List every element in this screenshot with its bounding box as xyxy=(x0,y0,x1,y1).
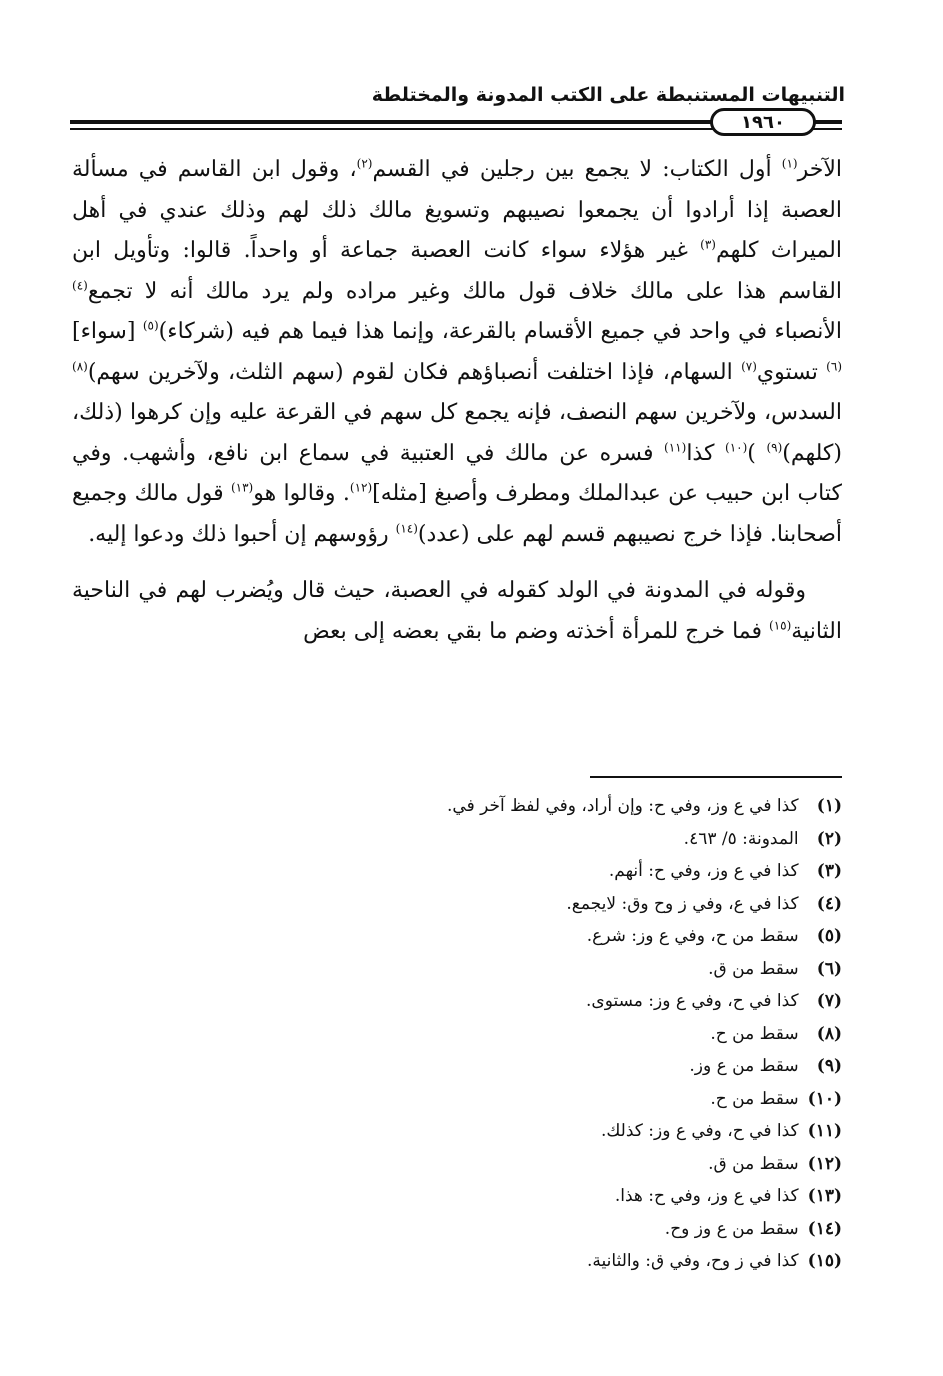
footnote-item xyxy=(242,1245,842,1278)
paragraph xyxy=(72,150,842,555)
footnote-marker: (٥) xyxy=(142,318,159,333)
footnote-number: (١) xyxy=(816,796,842,816)
footnote-text: كذا في ع وز، وفي ح: هذا. xyxy=(614,1186,804,1206)
main-text xyxy=(72,150,842,652)
footnote-text: سقط من ع وز. xyxy=(689,1056,804,1076)
footnote-marker: (١٠) xyxy=(725,440,748,455)
text-run: السهام، فإذا اختلفت أنصباؤهم فكان لقوم (سهم الثلث، ولآخرين سهم) xyxy=(87,359,742,385)
footnote-item xyxy=(242,1018,842,1051)
text-run: فسره عن مالك في العتبية في سماع ابن نافع، وأشهب. وفي كتاب ابن حبيب عن عبدالملك ومطرف وأصبغ [مثله] xyxy=(72,440,842,506)
footnote-item xyxy=(242,888,842,921)
text-run: وقوله في المدونة في الولد كقوله في العصبة، حيث قال ويُضرب لهم في الناحية الثانية xyxy=(72,578,842,644)
text-run: . وقالوا هو xyxy=(253,481,350,506)
text-run: السدس، ولآخرين سهم النصف، فإنه يجمع كل سهم في القرعة عليه وإن كرهوا (ذلك، (كلهم) xyxy=(72,400,842,466)
footnote-item xyxy=(242,823,842,856)
footnote-number: (٨) xyxy=(816,1023,842,1044)
footnote-marker: (٢) xyxy=(356,156,373,171)
text-run: الآخر xyxy=(797,157,842,182)
footnote-number: (٢) xyxy=(816,828,842,849)
footnote-text: كذا في ح، وفي ع وز: مستوى. xyxy=(585,991,804,1011)
footnote-marker: (٤) xyxy=(72,278,88,293)
footnote-number: (١٢) xyxy=(807,1153,842,1174)
text-run: رؤوسهم إن أحبوا ذلك ودعوا إليه. xyxy=(88,521,396,547)
footnote-item xyxy=(242,790,842,823)
footnote-text: سقط من ع وز وح. xyxy=(664,1218,804,1239)
footnote-text: المدونة: ٥/ ٤٦٣. xyxy=(683,828,804,849)
footnote-number: (١٤) xyxy=(807,1218,842,1239)
text-run: غير هؤلاء سواء كانت العصبة جماعة أو واحداً. قالوا: وتأويل ابن القاسم هذا على مالك خلاف قول مالك وغير مراده ولم يرد مالك أنه لا تجمع xyxy=(72,238,842,304)
footnote-number: (٩) xyxy=(816,1056,842,1076)
footnote-item xyxy=(242,1180,842,1213)
footnote-number: (١١) xyxy=(807,1121,842,1141)
text-run: ) xyxy=(747,440,767,466)
footnote-number: (٧) xyxy=(816,991,842,1011)
footnote-marker: (٣) xyxy=(700,237,716,252)
footnote-item xyxy=(242,855,842,888)
footnote-number: (١٣) xyxy=(807,1186,842,1206)
text-run: أول الكتاب: لا يجمع بين رجلين في القسم xyxy=(372,157,782,182)
footnotes-list xyxy=(242,790,842,1278)
text-run: الأنصباء في واحد في جميع الأقسام بالقرعة، وإنما هذا فيما هم فيه (شركاء) xyxy=(158,319,842,344)
footnote-item xyxy=(242,985,842,1018)
footnote-marker: (١) xyxy=(781,156,798,171)
footnote-number: (٤) xyxy=(816,893,842,914)
footnote-item xyxy=(242,1213,842,1246)
footnote-separator xyxy=(590,776,842,778)
footnote-marker: (٨) xyxy=(72,359,88,374)
footnote-text: سقط من ح، وفي ع وز: شرع. xyxy=(586,926,804,946)
page-number: ١٩٦٠ xyxy=(741,111,785,133)
footnote-text: كذا في ع، وفي ز وح وق: لايجمع. xyxy=(566,893,804,914)
footnote-marker: (١٥) xyxy=(769,618,792,633)
footnote-item xyxy=(242,1083,842,1116)
footnote-number: (١٥) xyxy=(807,1251,842,1271)
footnote-text: كذا في ع وز، وفي ح: أنهم. xyxy=(608,861,804,881)
text-run: تستوي xyxy=(756,359,827,385)
footnote-text: سقط من ق. xyxy=(708,958,804,979)
text-run: [سواء] xyxy=(72,319,143,344)
text-run: كذا xyxy=(686,440,726,466)
text-run: فما خرج للمرأة أخذته وضم ما بقي بعضه إلى بعض xyxy=(303,618,770,644)
footnote-marker: (٧) xyxy=(741,359,757,374)
running-header-title: التنبيهات المستنبطة على الكتب المدونة والمختلطة xyxy=(371,84,845,106)
page-number-badge xyxy=(710,108,816,136)
paragraph xyxy=(72,571,842,652)
text-run: قول مالك وجميع أصحابنا. فإذا خرج نصيبهم قسم لهم على (عدد) xyxy=(72,481,842,547)
footnote-text: كذا في ع وز، وفي ح: وإن أراد، وفي لفظ آخر في. xyxy=(447,796,804,816)
footnote-number: (٣) xyxy=(816,861,842,881)
footnote-marker: (١٢) xyxy=(349,480,373,495)
footnote-number: (١٠) xyxy=(807,1088,842,1109)
footnote-text: سقط من ح. xyxy=(710,1023,804,1044)
footnote-marker: (١٤) xyxy=(395,521,418,536)
footnote-marker: (٦) xyxy=(826,359,842,374)
footnote-item xyxy=(242,1050,842,1083)
footnote-text: كذا في ز وح، وفي ق: والثانية. xyxy=(587,1251,804,1271)
footnote-item xyxy=(242,1115,842,1148)
footnote-marker: (٩) xyxy=(766,440,783,455)
footnote-marker: (١١) xyxy=(664,440,687,455)
footnote-item xyxy=(242,1148,842,1181)
footnote-item xyxy=(242,920,842,953)
footnote-text: سقط من ح. xyxy=(710,1088,804,1109)
text-run: ، وقول ابن القاسم في مسألة العصبة إذا أرادوا أن يجمعوا نصيبهم وتسويغ مالك ذلك لهم وذلك عندي في أهل الميراث كلهم xyxy=(72,157,842,263)
footnote-number: (٦) xyxy=(816,958,842,979)
footnote-marker: (١٣) xyxy=(230,480,254,495)
footnote-text: كذا في ح، وفي ع وز: كذلك. xyxy=(600,1121,804,1141)
footnote-text: سقط من ق. xyxy=(708,1153,804,1174)
footnote-item xyxy=(242,953,842,986)
footnote-number: (٥) xyxy=(816,926,842,946)
